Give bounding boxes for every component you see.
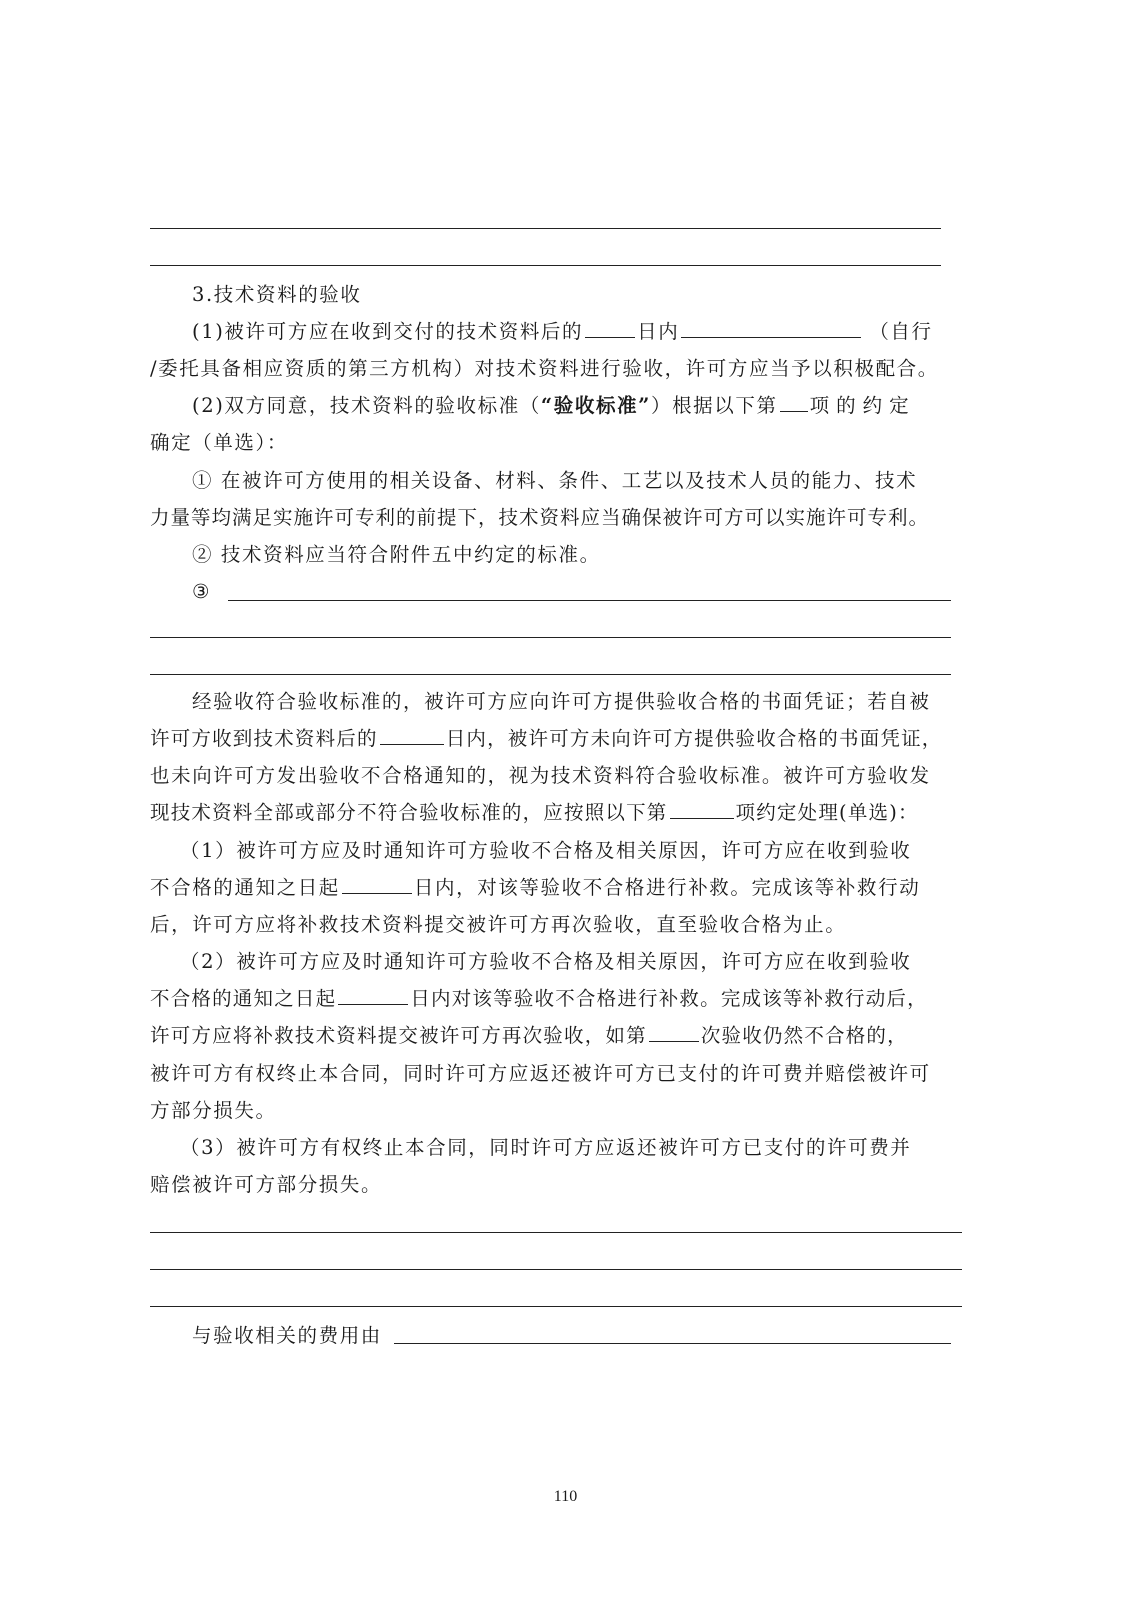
text: ）根据以下第 [650,394,778,417]
fees-line: 与验收相关的费用由 [192,1324,382,1347]
text: 次验收仍然不合格的， [700,1024,908,1047]
fill-blank [649,1019,699,1042]
clause-line [150,869,920,907]
option-line: ② 技术资料应当符合附件五中约定的标准。 [192,543,601,566]
clause-line [150,980,928,1018]
defined-term: “验收标准” [540,394,651,417]
text: 日内对该等验收不合格进行补救。完成该等补救行动后， [410,987,928,1010]
fill-blank [670,796,734,819]
option-line: ① 在被许可方使用的相关设备、材料、条件、工艺以及技术人员的能力、技术 [192,469,918,492]
text: 不合格的通知之日起 [150,987,337,1010]
paragraph-line: 也未向许可方发出验收不合格通知的，视为技术资料符合验收标准。被许可方验收发 [150,764,931,787]
clause-line: 被许可方有权终止本合同，同时许可方应返还被许可方已支付的许可费并赔偿被许可 [150,1062,931,1085]
text: 现技术资料全部或部分不符合验收标准的，应按照以下第 [150,801,668,824]
paragraph-line [150,794,919,832]
text: 不合格的通知之日起 [150,876,340,899]
paragraph-line [192,313,933,351]
text: (1)被许可方应在收到交付的技术资料后的 [192,320,584,343]
blank-rule [150,637,951,638]
text: 许可方收到技术资料后的 [150,727,378,750]
text: 日内 [637,320,680,343]
fill-blank [338,982,408,1005]
fill-blank [380,722,444,745]
blank-rule [150,265,941,266]
blank-rule [150,1232,962,1233]
text: 许可方应将补救技术资料提交被许可方再次验收，如第 [150,1024,647,1047]
blank-rule [150,228,941,229]
clause-line: （1）被许可方应及时通知许可方验收不合格及相关原因，许可方应在收到验收 [180,839,912,862]
option-line: 力量等均满足实施许可专利的前提下，技术资料应当确保被许可方可以实施许可专利。 [150,506,930,529]
clause-line: 赔偿被许可方部分损失。 [150,1173,383,1196]
fill-blank [585,315,635,338]
clause-line: 方部分损失。 [150,1099,277,1122]
paragraph-line: /委托具备相应资质的第三方机构）对技术资料进行验收，许可方应当予以积极配合。 [150,357,939,380]
text: (2)双方同意，技术资料的验收标准（ [192,394,541,417]
clause-line: （3）被许可方有权终止本合同，同时许可方应返还被许可方已支付的许可费并 [180,1136,912,1159]
paragraph-line: 经验收符合验收标准的，被许可方应向许可方提供验收合格的书面凭证；若自被 [192,690,931,713]
fill-blank [780,389,808,412]
blank-rule [150,1306,962,1307]
paragraph-line [150,720,943,758]
text: （自行 [869,320,933,343]
blank-rule [150,674,951,675]
blank-rule [228,600,951,601]
section-title: 3.技术资料的验收 [192,283,362,306]
blank-rule [150,1269,962,1270]
text: 日内，被许可方未向许可方提供验收合格的书面凭证， [445,727,943,750]
text: 项的约定 [809,394,916,417]
blank-rule [394,1343,951,1344]
clause-line [150,1017,908,1055]
fill-blank [342,871,412,894]
clause-line: 后，许可方应将补救技术资料提交被许可方再次验收，直至验收合格为止。 [150,913,847,936]
text: 项约定处理(单选)： [735,801,919,824]
paragraph-line: 确定（单选）： [150,431,288,454]
paragraph-line [192,387,916,425]
page-number: 110 [553,1488,578,1505]
option-line: ③ [192,580,212,603]
fill-blank [681,315,861,338]
text: 日内，对该等验收不合格进行补救。完成该等补救行动 [413,876,921,899]
clause-line: （2）被许可方应及时通知许可方验收不合格及相关原因，许可方应在收到验收 [180,950,912,973]
